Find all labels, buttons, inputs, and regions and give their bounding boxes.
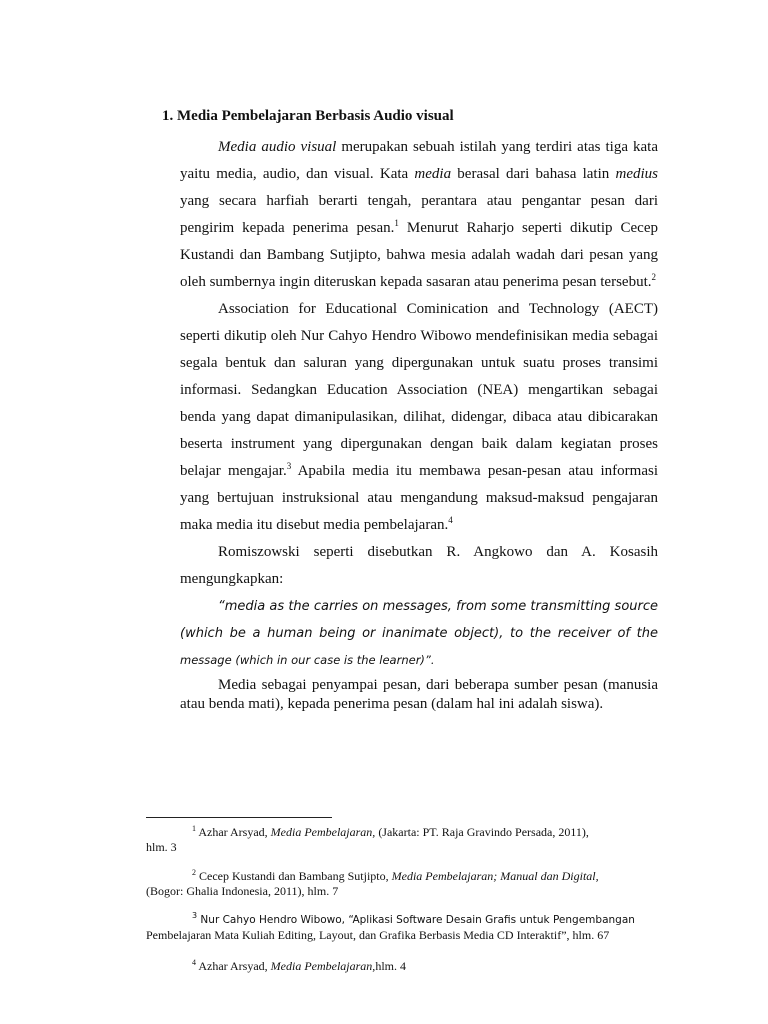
footnote-text: (Bogor: Ghalia Indonesia, 2011), hlm. 7 bbox=[146, 884, 339, 898]
quote-tail: message (which in our case is the learner)”. bbox=[180, 653, 435, 667]
footnote-ref[interactable]: 2 bbox=[651, 272, 656, 282]
footnote-4 bbox=[146, 959, 666, 974]
italic-term: Media audio visual bbox=[218, 139, 337, 155]
text-run: berasal dari bahasa latin bbox=[451, 166, 616, 182]
text-run: Menurut Raharjo seperti dikutip Cecep Kustandi dan Bambang Sutjipto, bahwa mesia adalah wadah dari pesan yang oleh sumbernya ingin diteruskan kepada sasaran atau penerima pesan tersebut. bbox=[180, 220, 658, 290]
paragraph-3: Romiszowski seperti disebutkan R. Angkowo dan A. Kosasih mengungkapkan: bbox=[180, 544, 658, 587]
footnote-text: Cecep Kustandi dan Bambang Sutjipto, bbox=[196, 869, 392, 883]
footnote-2 bbox=[146, 869, 666, 899]
footnote-ref[interactable]: 3 bbox=[286, 461, 292, 471]
footnote-text: hlm. 4 bbox=[375, 959, 406, 973]
paragraph-2 bbox=[180, 296, 658, 539]
footnote-text: hlm. 3 bbox=[146, 840, 177, 854]
footnote-divider bbox=[146, 817, 332, 818]
footnote-ref[interactable]: 4 bbox=[448, 515, 453, 525]
text-run: yang secara harfiah berarti tengah, perantara atau pengantar pesan dari pengirim kepada penerima pesan. bbox=[180, 193, 658, 236]
text-run: merupakan sebuah istilah yang terdiri atas tiga kata yaitu media, audio, dan visual. Kata bbox=[180, 139, 658, 182]
footnote-title: Media Pembelajaran; Manual dan Digital, bbox=[391, 869, 599, 883]
quote-text: media as the carries on messages, from some transmitting source (which be a human being or inanimate object), to the receiver of the bbox=[180, 599, 658, 641]
footnote-text: Azhar Arsyad, bbox=[196, 959, 271, 973]
footnote-number: 3 bbox=[192, 911, 198, 920]
section-heading: 1. Media Pembelajaran Berbasis Audio visual bbox=[162, 108, 454, 124]
italic-term: media bbox=[414, 166, 452, 182]
text-run: Apabila media itu membawa pesan-pesan atau informasi yang bertujuan instruksional atau mengandung maksud-maksud pengajaran maka media itu disebut media pembelajaran. bbox=[180, 463, 659, 533]
footnote-title: Media Pembelajaran, bbox=[270, 959, 376, 973]
footnote-text: (Jakarta: PT. Raja Gravindo Persada, 2011), bbox=[375, 825, 589, 839]
paragraph-4: Media sebagai penyampai pesan, dari beberapa sumber pesan (manusia atau benda mati), kepada penerima pesan (dalam hal ini adalah siswa). bbox=[180, 677, 658, 712]
footnote-text: Nur Cahyo Hendro Wibowo, “Aplikasi Software Desain Grafis untuk Pengembangan bbox=[197, 914, 635, 926]
footnote-text: Azhar Arsyad, bbox=[196, 825, 271, 839]
block-quote bbox=[180, 593, 658, 674]
paragraph-1 bbox=[180, 134, 658, 296]
footnote-number: 4 bbox=[192, 958, 196, 967]
footnote-3 bbox=[146, 913, 666, 943]
footnote-ref[interactable]: 1 bbox=[394, 218, 399, 228]
quote-mark: “ bbox=[218, 599, 225, 614]
text-run: Association for Educational Cominication and Technology (AECT) seperti dikutip oleh Nur Cahyo Hendro Wibowo mendefinisikan media sebagai segala bentuk dan saluran yang dipergunakan untuk suatu proses transimi informasi. Sedangkan Education Association (NEA) mengartikan sebagai benda yang dapat dimanipulasikan, dilihat, didengar, dibaca atau dibicarakan beserta instrument yang dipergunakan dengan baik dalam kegiatan proses belajar mengajar. bbox=[180, 301, 658, 479]
body-text bbox=[180, 134, 658, 714]
footnote-number: 1 bbox=[192, 824, 196, 833]
footnote-text: Pembelajaran Mata Kuliah Editing, Layout, dan Grafika Berbasis Media CD Interaktif”, hlm. 67 bbox=[146, 928, 610, 942]
footnote-number: 2 bbox=[192, 868, 196, 877]
footnote-1 bbox=[146, 825, 666, 855]
footnote-title: Media Pembelajaran, bbox=[270, 825, 376, 839]
italic-term: medius bbox=[615, 166, 658, 182]
